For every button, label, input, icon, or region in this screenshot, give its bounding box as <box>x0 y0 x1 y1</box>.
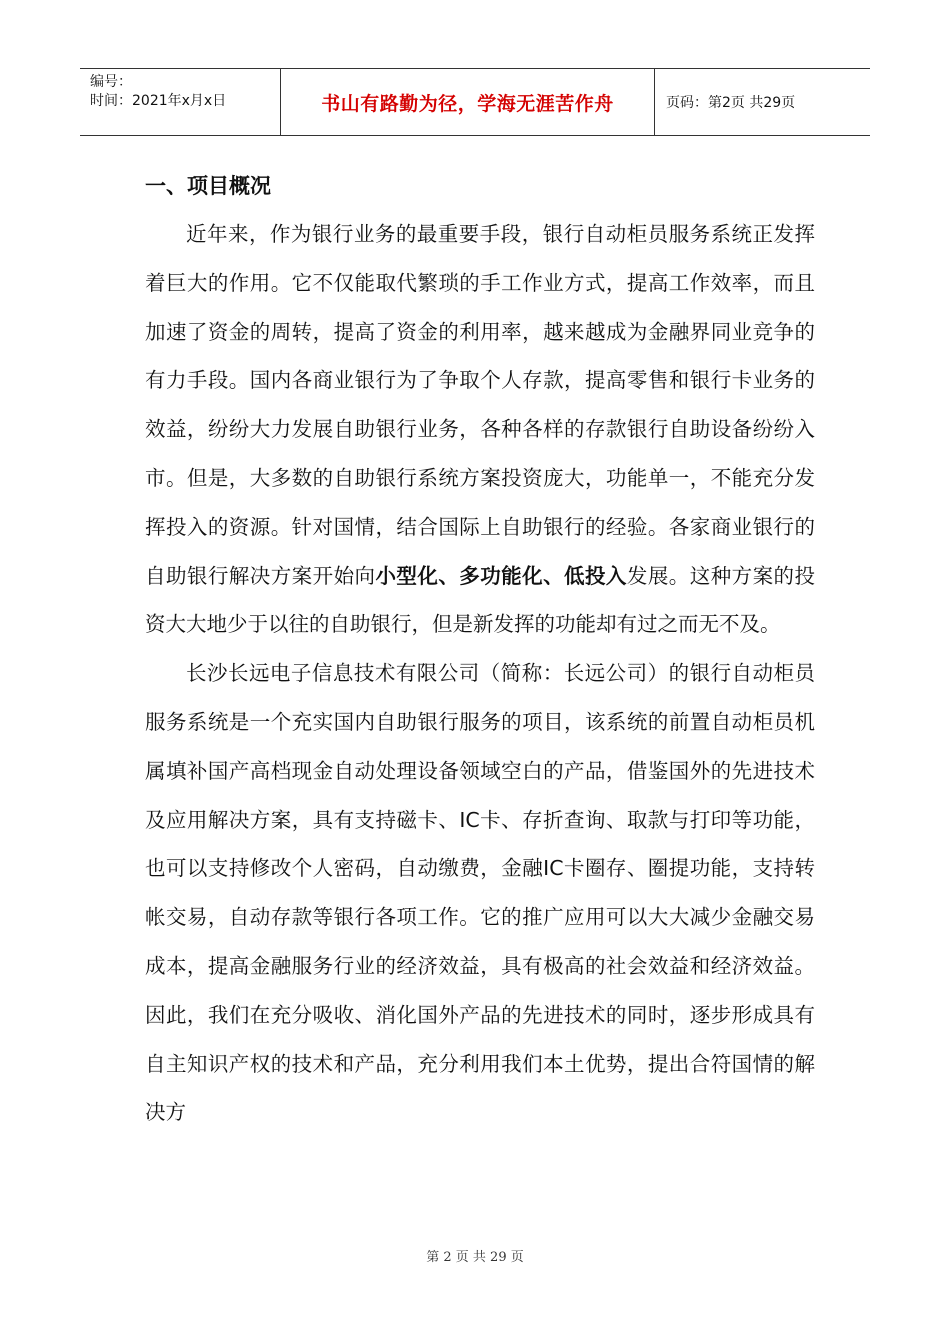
header-table <box>80 68 870 136</box>
paragraph-1-text-a: 近年来，作为银行业务的最重要手段，银行自动柜员服务系统正发挥着巨大的作用。它不仅能取代繁琐的手工作业方式，提高工作效率，而且加速了资金的周转，提高了资金的利用率，越来越成为金融界同业竞争的有力手段。国内各商业银行为了争取个人存款，提高零售和银行卡业务的效益，纷纷大力发展自助银行业务，各种各样的存款银行自助设备纷纷入市。但是，大多数的自助银行系统方案投资庞大，功能单一，不能充分发挥投入的资源。针对国情，结合国际上自助银行的经验。各家商业银行的自助银行解决方案开始向 <box>145 222 815 588</box>
document-body <box>145 162 815 1137</box>
paragraph-overview-1 <box>145 210 815 649</box>
paragraph-overview-2: 长沙长远电子信息技术有限公司（简称：长远公司）的银行自动柜员服务系统是一个充实国内自助银行服务的项目，该系统的前置自动柜员机属填补国产高档现金自动处理设备领域空白的产品，借鉴国外的先进技术及应用解决方案，具有支持磁卡、IC卡、存折查询、取款与打印等功能，也可以支持修改个人密码，自动缴费，金融IC卡圈存、圈提功能，支持转帐交易，自动存款等银行各项工作。它的推广应用可以大大减少金融交易成本，提高金融服务行业的经济效益，具有极高的社会效益和经济效益。因此，我们在充分吸收、消化国外产品的先进技术的同时，逐步形成具有自主知识产权的技术和产品，充分利用我们本土优势，提出合符国情的解决方 <box>145 661 815 1125</box>
header-meta-cell <box>80 69 281 135</box>
page-footer: 第 2 页 共 29 页 <box>426 1250 524 1265</box>
document-number-label: 编号： <box>90 74 132 90</box>
paragraph-1-bold-text: 小型化、多功能化、低投入 <box>375 563 627 588</box>
motto-text: 书山有路勤为径，学海无涯苦作舟 <box>321 92 614 115</box>
document-date-label: 时间：2021年x月x日 <box>90 93 227 109</box>
header-page-number: 页码：第2页 共29页 <box>666 95 796 111</box>
header-page-cell <box>655 69 870 135</box>
section-title: 一、项目概况 <box>145 174 271 198</box>
header-motto-cell <box>281 69 655 135</box>
paragraph-1-text-b: 发展。这种方案的投资大大地少于以往的自助银行，但是新发挥的功能却有过之而无不及。 <box>145 563 816 637</box>
